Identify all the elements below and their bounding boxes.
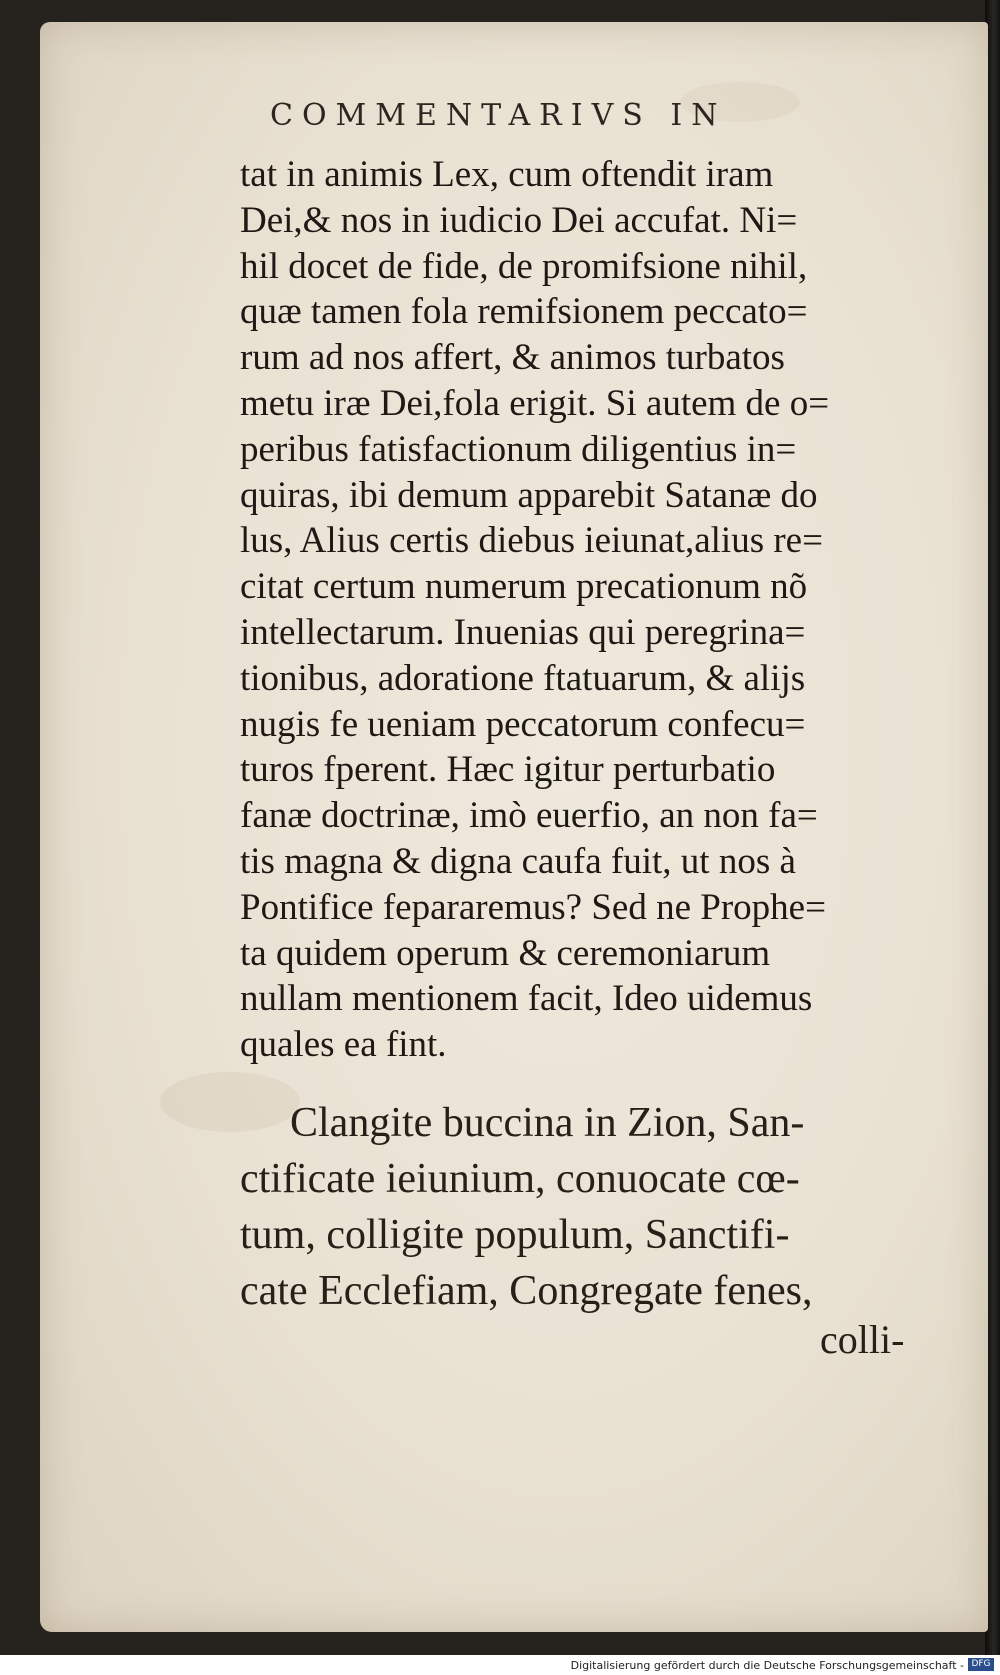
verse-paragraph (240, 1095, 920, 1319)
text-line: Dei,& nos in iudicio Dei accufat. Ni= (240, 199, 798, 241)
text-line: turos fperent. Hæc igitur perturbatio (240, 749, 776, 791)
text-line: tum, colligite populum, Sanctifi- (240, 1212, 790, 1258)
dfg-logo: DFG (968, 1658, 994, 1671)
text-line: intellectarum. Inuenias qui peregrina= (240, 611, 806, 653)
text-line: Pontifice fepararemus? Sed ne Prophe= (240, 886, 826, 928)
text-line: quiras, ibi demum apparebit Satanæ do (240, 474, 818, 516)
text-line: nugis fe ueniam peccatorum confecu= (240, 703, 806, 745)
text-line: rum ad nos affert, & animos turbatos (240, 337, 785, 379)
text-line: fanæ doctrinæ, imò euerfio, an non fa= (240, 795, 818, 837)
text-line: peribus fatisfactionum diligentius in= (240, 428, 797, 470)
text-line: metu iræ Dei,fola erigit. Si autem de o= (240, 382, 830, 424)
text-line: lus, Alius certis diebus ieiunat,alius re= (240, 520, 823, 562)
text-line: citat certum numerum precationum nõ (240, 566, 808, 608)
text-line: quales ea fint. (240, 1024, 447, 1066)
text-line: tis magna & digna caufa fuit, ut nos à (240, 840, 796, 882)
text-line: ta quidem operum & ceremoniarum (240, 932, 771, 974)
catchword: colli- (820, 1317, 905, 1362)
text-line: tat in animis Lex, cum oftendit iram (240, 154, 774, 195)
text-line: hil docet de fide, de promifsione nihil, (240, 245, 808, 287)
text-line: ctificate ieiunium, conuocate cœ- (240, 1156, 800, 1202)
text-line: Clangite buccina in Zion, San- (290, 1100, 805, 1146)
text-line: cate Ecclefiam, Congregate fenes, (240, 1268, 813, 1314)
running-title: COMMENTARIVS IN (270, 98, 727, 133)
body-text (240, 152, 920, 1068)
text-line: quæ tamen fola remifsionem peccato= (240, 291, 808, 333)
text-line: nullam mentionem facit, Ideo uidemus (240, 978, 813, 1020)
text-line: tionibus, adoratione ftatuarum, & alijs (240, 657, 806, 699)
digitization-credit: Digitalisierung gefördert durch die Deutsche Forschungsgemeinschaft - (570, 1659, 964, 1672)
